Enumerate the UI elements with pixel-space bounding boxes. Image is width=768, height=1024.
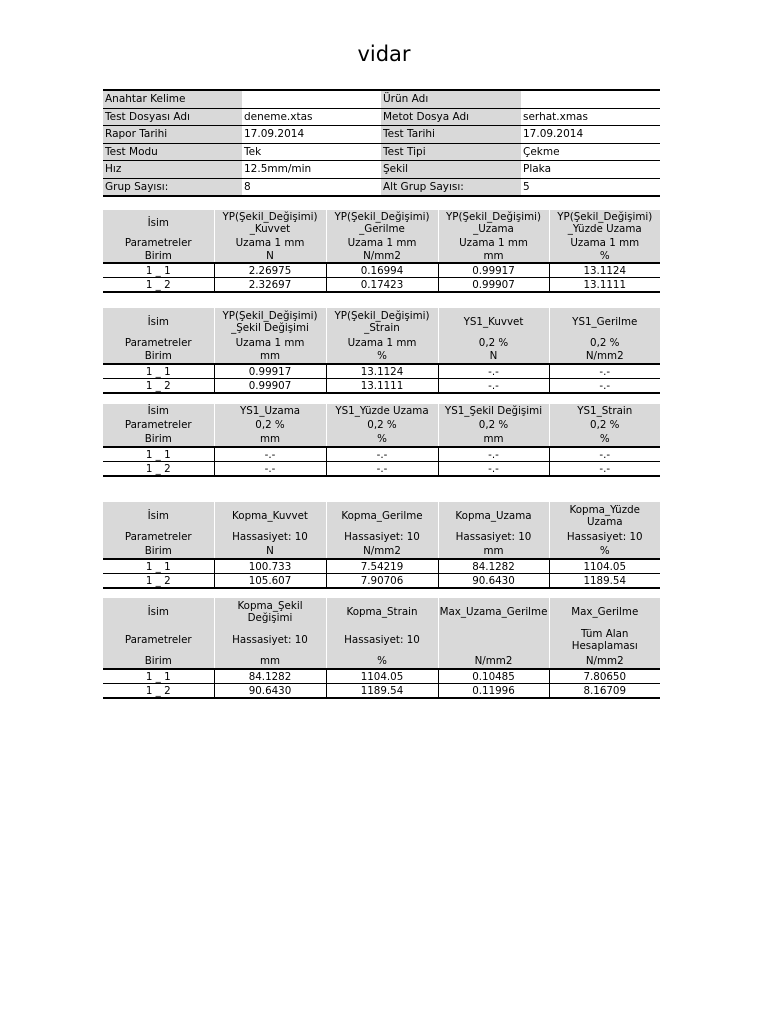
params-row-cell: Uzama 1 mm	[438, 236, 549, 249]
report-title: vidar	[357, 42, 411, 66]
table-cell: -.-	[438, 462, 549, 477]
header-row	[103, 598, 660, 626]
params-row-cell: Hassasiyet: 10	[214, 626, 326, 654]
table-cell: 1189.54	[326, 684, 438, 699]
table-row	[103, 559, 660, 574]
table-cell: 1 _ 2	[103, 462, 214, 477]
units-row-cell: %	[326, 654, 438, 669]
units-row-cell: N/mm2	[326, 249, 438, 263]
header-row-cell: YS1_Uzama	[214, 404, 326, 418]
info-label: Alt Grup Sayısı:	[381, 178, 521, 196]
units-row-cell: N/mm2	[438, 654, 549, 669]
units-row	[103, 249, 660, 263]
params-row-cell: Uzama 1 mm	[549, 236, 660, 249]
params-row-cell: Hassasiyet: 10	[549, 530, 660, 544]
table-cell: -.-	[549, 379, 660, 394]
info-value: 5	[521, 178, 660, 196]
table-cell: 0.99907	[438, 278, 549, 293]
params-row	[103, 530, 660, 544]
info-row	[103, 161, 660, 179]
units-row-cell: mm	[214, 349, 326, 364]
table-cell: 1 _ 2	[103, 379, 214, 394]
units-row	[103, 544, 660, 559]
yp-strain-ys1-table	[103, 308, 660, 394]
params-row-cell: Hassasiyet: 10	[326, 626, 438, 654]
table-cell: 84.1282	[438, 559, 549, 574]
info-label: Grup Sayısı:	[103, 178, 242, 196]
units-row	[103, 654, 660, 669]
header-row-cell: Max_Gerilme	[549, 598, 660, 626]
params-row-cell: Parametreler	[103, 626, 214, 654]
params-row-cell: 0,2 %	[214, 418, 326, 432]
units-row-cell: N/mm2	[326, 544, 438, 559]
table-cell: -.-	[438, 447, 549, 462]
params-row-cell: Parametreler	[103, 530, 214, 544]
table-cell: -.-	[549, 364, 660, 379]
kopma-table	[103, 502, 660, 589]
params-row-cell: Parametreler	[103, 418, 214, 432]
header-row-cell: YS1_Strain	[549, 404, 660, 418]
table-cell: 0.16994	[326, 263, 438, 278]
units-row-cell: %	[326, 349, 438, 364]
params-row	[103, 418, 660, 432]
units-row-cell: Birim	[103, 249, 214, 263]
info-row	[103, 178, 660, 196]
units-row	[103, 432, 660, 447]
table-cell: 2.26975	[214, 263, 326, 278]
ys1-table	[103, 404, 660, 477]
table-row	[103, 669, 660, 684]
units-row-cell: mm	[438, 544, 549, 559]
units-row-cell: %	[549, 249, 660, 263]
info-value: 12.5mm/min	[242, 161, 381, 179]
table-row	[103, 447, 660, 462]
info-label: Rapor Tarihi	[103, 126, 242, 144]
params-row-cell: Hassasiyet: 10	[326, 530, 438, 544]
info-value	[521, 90, 660, 108]
units-row-cell: N	[214, 544, 326, 559]
units-row-cell: %	[549, 544, 660, 559]
params-row-cell: 0,2 %	[549, 418, 660, 432]
table-cell: -.-	[214, 462, 326, 477]
params-row-cell: Uzama 1 mm	[214, 336, 326, 349]
table-cell: -.-	[214, 447, 326, 462]
table-cell: 0.10485	[438, 669, 549, 684]
params-row-cell: Uzama 1 mm	[326, 236, 438, 249]
units-row-cell: Birim	[103, 544, 214, 559]
info-value: 17.09.2014	[242, 126, 381, 144]
units-row-cell: %	[549, 432, 660, 447]
units-row-cell: mm	[438, 432, 549, 447]
table-row	[103, 263, 660, 278]
header-row-cell: YS1_Yüzde Uzama	[326, 404, 438, 418]
info-value: 17.09.2014	[521, 126, 660, 144]
units-row-cell: Birim	[103, 654, 214, 669]
params-row-cell: 0,2 %	[549, 336, 660, 349]
params-row-cell: Parametreler	[103, 236, 214, 249]
table-cell: 0.99907	[214, 379, 326, 394]
params-row-cell: Parametreler	[103, 336, 214, 349]
header-row-cell: YP(Şekil_Değişimi) _Uzama	[438, 210, 549, 236]
units-row-cell: %	[326, 432, 438, 447]
table-cell: 2.32697	[214, 278, 326, 293]
table-cell: 100.733	[214, 559, 326, 574]
info-label: Anahtar Kelime	[103, 90, 242, 108]
table-cell: 1189.54	[549, 574, 660, 589]
units-row-cell: mm	[438, 249, 549, 263]
params-row-cell: 0,2 %	[438, 418, 549, 432]
header-row	[103, 308, 660, 336]
table-cell: 1104.05	[549, 559, 660, 574]
header-row-cell: İsim	[103, 308, 214, 336]
table-row	[103, 462, 660, 477]
params-row-cell: 0,2 %	[326, 418, 438, 432]
header-row-cell: Kopma_Strain	[326, 598, 438, 626]
table-cell: 7.90706	[326, 574, 438, 589]
units-row-cell: N	[214, 249, 326, 263]
info-label: Hız	[103, 161, 242, 179]
info-label: Test Modu	[103, 143, 242, 161]
header-row-cell: İsim	[103, 598, 214, 626]
info-row	[103, 126, 660, 144]
table-cell: -.-	[549, 462, 660, 477]
params-row	[103, 236, 660, 249]
table-cell: 1 _ 1	[103, 263, 214, 278]
info-label: Metot Dosya Adı	[381, 108, 521, 126]
header-row-cell: Max_Uzama_Gerilme	[438, 598, 549, 626]
header-row-cell: İsim	[103, 502, 214, 530]
info-label: Test Tipi	[381, 143, 521, 161]
table-cell: 1 _ 1	[103, 447, 214, 462]
units-row-cell: Birim	[103, 349, 214, 364]
table-cell: 0.99917	[214, 364, 326, 379]
params-row-cell: Uzama 1 mm	[326, 336, 438, 349]
header-row-cell: YS1_Kuvvet	[438, 308, 549, 336]
params-row-cell: 0,2 %	[438, 336, 549, 349]
table-cell: 1 _ 1	[103, 559, 214, 574]
units-row-cell: N	[438, 349, 549, 364]
info-value	[242, 90, 381, 108]
table-cell: 1104.05	[326, 669, 438, 684]
info-label: Şekil	[381, 161, 521, 179]
table-cell: 0.17423	[326, 278, 438, 293]
units-row-cell: N/mm2	[549, 349, 660, 364]
info-row	[103, 108, 660, 126]
info-value: 8	[242, 178, 381, 196]
header-row-cell: YP(Şekil_Değişimi) _Yüzde Uzama	[549, 210, 660, 236]
info-value: Çekme	[521, 143, 660, 161]
info-label: Test Dosyası Adı	[103, 108, 242, 126]
params-row-cell: Hassasiyet: 10	[214, 530, 326, 544]
info-value: Tek	[242, 143, 381, 161]
table-row	[103, 364, 660, 379]
units-row-cell: mm	[214, 432, 326, 447]
info-label: Test Tarihi	[381, 126, 521, 144]
params-row	[103, 336, 660, 349]
table-cell: 0.99917	[438, 263, 549, 278]
table-cell: -.-	[438, 379, 549, 394]
header-row-cell: YS1_Gerilme	[549, 308, 660, 336]
table-cell: 0.11996	[438, 684, 549, 699]
table-cell: 7.54219	[326, 559, 438, 574]
table-cell: -.-	[438, 364, 549, 379]
header-row-cell: Kopma_Kuvvet	[214, 502, 326, 530]
header-row	[103, 210, 660, 236]
params-row-cell: Hassasiyet: 10	[438, 530, 549, 544]
header-row-cell: Kopma_Gerilme	[326, 502, 438, 530]
table-cell: 1 _ 2	[103, 278, 214, 293]
units-row-cell: Birim	[103, 432, 214, 447]
table-cell: 1 _ 1	[103, 669, 214, 684]
info-value: deneme.xtas	[242, 108, 381, 126]
units-row-cell: N/mm2	[549, 654, 660, 669]
header-row-cell: Kopma_Şekil Değişimi	[214, 598, 326, 626]
table-cell: 13.1124	[549, 263, 660, 278]
table-cell: 1 _ 2	[103, 684, 214, 699]
units-row-cell: mm	[214, 654, 326, 669]
header-row	[103, 502, 660, 530]
params-row-cell: Tüm Alan Hesaplaması	[549, 626, 660, 654]
table-row	[103, 574, 660, 589]
table-cell: 105.607	[214, 574, 326, 589]
table-cell: 84.1282	[214, 669, 326, 684]
params-row-cell: Uzama 1 mm	[214, 236, 326, 249]
header-row-cell: İsim	[103, 210, 214, 236]
table-cell: 7.80650	[549, 669, 660, 684]
table-row	[103, 278, 660, 293]
params-row-cell	[438, 626, 549, 654]
header-row-cell: YP(Şekil_Değişimi) _Gerilme	[326, 210, 438, 236]
kopma-max-table	[103, 598, 660, 699]
table-cell: -.-	[549, 447, 660, 462]
header-row-cell: Kopma_Uzama	[438, 502, 549, 530]
units-row	[103, 349, 660, 364]
info-label: Ürün Adı	[381, 90, 521, 108]
table-cell: 13.1111	[326, 379, 438, 394]
table-cell: 90.6430	[438, 574, 549, 589]
table-cell: 1 _ 2	[103, 574, 214, 589]
table-cell: -.-	[326, 447, 438, 462]
yp-kuvvet-table	[103, 210, 660, 293]
table-cell: 13.1111	[549, 278, 660, 293]
header-row	[103, 404, 660, 418]
table-row	[103, 684, 660, 699]
header-row-cell: YS1_Şekil Değişimi	[438, 404, 549, 418]
table-cell: 1 _ 1	[103, 364, 214, 379]
header-row-cell: Kopma_Yüzde Uzama	[549, 502, 660, 530]
header-row-cell: YP(Şekil_Değişimi) _Şekil Değişimi	[214, 308, 326, 336]
info-row	[103, 143, 660, 161]
test-info-table	[103, 89, 660, 197]
header-row-cell: YP(Şekil_Değişimi) _Kuvvet	[214, 210, 326, 236]
table-cell: 13.1124	[326, 364, 438, 379]
header-row-cell: İsim	[103, 404, 214, 418]
table-cell: -.-	[326, 462, 438, 477]
params-row	[103, 626, 660, 654]
info-value: serhat.xmas	[521, 108, 660, 126]
table-row	[103, 379, 660, 394]
table-cell: 8.16709	[549, 684, 660, 699]
header-row-cell: YP(Şekil_Değişimi) _Strain	[326, 308, 438, 336]
info-value: Plaka	[521, 161, 660, 179]
table-cell: 90.6430	[214, 684, 326, 699]
info-row	[103, 90, 660, 108]
